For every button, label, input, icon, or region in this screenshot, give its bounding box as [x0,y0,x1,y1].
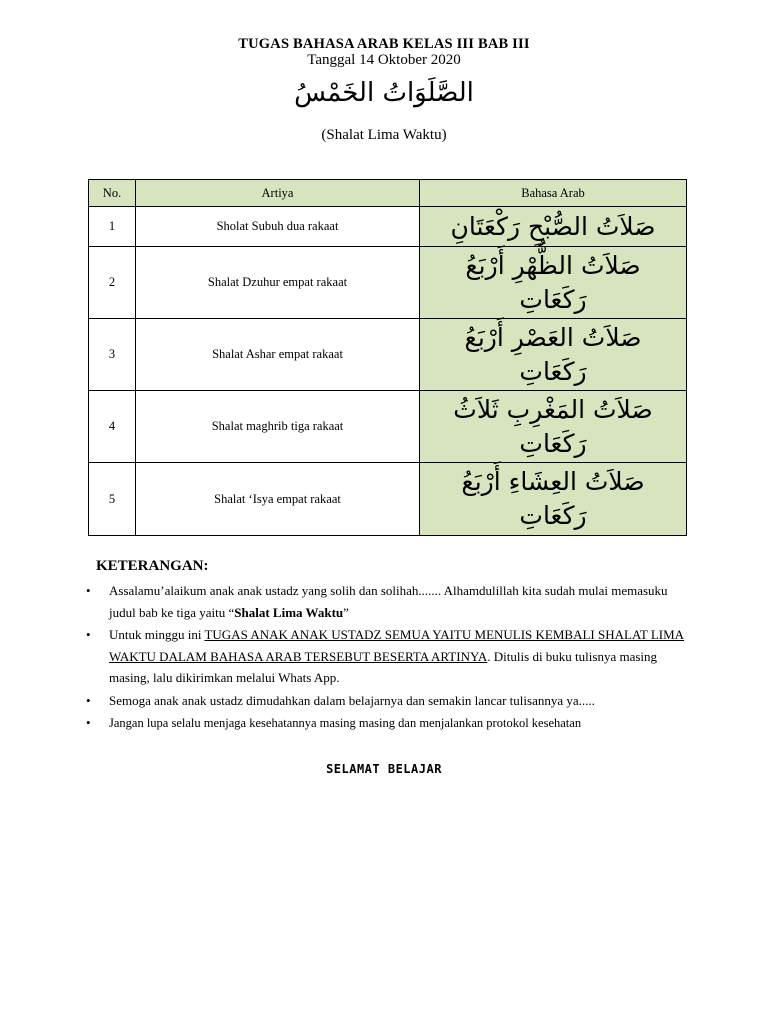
row-number: 4 [89,391,136,463]
notes-heading: KETERANGAN: [96,558,209,574]
bullet-icon: • [86,715,91,730]
row-artiya: Shalat Dzuhur empat rakaat [136,247,420,319]
document-title: TUGAS BAHASA ARAB KELAS III BAB III [238,36,530,52]
bullet-icon: • [86,692,91,708]
note-text: Semoga anak anak ustadz dimudahkan dalam belajarnya dan semakin lancar tulisannya ya..... [109,692,595,708]
table-row [89,463,687,536]
column-header-no: No. [89,180,136,207]
note-text-end: ” [343,604,349,620]
table-row [89,207,687,247]
row-artiya: Shalat maghrib tiga rakaat [136,391,420,463]
column-header-artiya: Artiya [136,180,420,207]
note-text: Assalamu’alaikum anak anak ustadz yang solih dan solihah....... Alhamdulillah kita sudah mulai memasuku judul bab ke tiga yaitu “ [109,583,668,620]
note-underlined-text: TUGAS ANAK ANAK USTADZ SEMUA YAITU MENULIS KEMBALI SHALAT LIMA WAKTU DALAM BAHASA ARAB TERSEBUT BESERTA ARTINYA [109,627,685,664]
row-artiya: Shalat Ashar empat rakaat [136,319,420,391]
table-header-row [89,180,687,207]
row-arabic: صَلاَتُ الظُّهْرِ أَرْبَعُ رَكَعَاتِ [420,247,687,319]
row-artiya: Shalat ‘Isya empat rakaat [136,463,420,536]
row-arabic: صَلاَتُ المَغْرِبِ ثَلاَثُ رَكَعَاتِ [420,391,687,463]
row-arabic: صَلاَتُ العَصْرِ أَرْبَعُ رَكَعَاتِ [420,319,687,391]
note-bold-text: Shalat Lima Waktu [234,604,344,620]
arabic-title: الصَّلَوَاتُ الخَمْسُ [294,78,474,108]
bullet-icon: • [86,583,91,598]
row-number: 5 [89,463,136,536]
document-subtitle: (Shalat Lima Waktu) [321,127,447,143]
note-text-end: . Ditulis di buku tulisnya masing masing, lalu dikirimkan melalui Whats App. [109,648,658,685]
note-text: Jangan lupa selalu menjaga kesehatannya masing masing dan menjalankan protokol kesehatan [109,716,582,730]
document-date: Tanggal 14 Oktober 2020 [307,52,461,68]
row-number: 1 [89,207,136,247]
notes-list [86,580,686,736]
row-artiya: Sholat Subuh dua rakaat [136,207,420,247]
row-arabic: صَلاَتُ الصُّبْحِ رَكْعَتَانِ [420,207,687,247]
list-item [86,624,686,689]
closing-text: SELAMAT BELAJAR [326,762,442,776]
list-item [86,690,686,712]
column-header-bahasa-arab: Bahasa Arab [420,180,687,207]
row-number: 3 [89,319,136,391]
row-number: 2 [89,247,136,319]
table-row [89,391,687,463]
bullet-icon: • [86,627,91,642]
note-text: Untuk minggu ini [109,627,205,642]
row-arabic: صَلاَتُ العِشَاءِ أَرْبَعُ رَكَعَاتِ [420,463,687,536]
table-row [89,319,687,391]
list-item [86,712,686,735]
list-item [86,580,686,623]
prayer-table [88,179,687,536]
table-row [89,247,687,319]
